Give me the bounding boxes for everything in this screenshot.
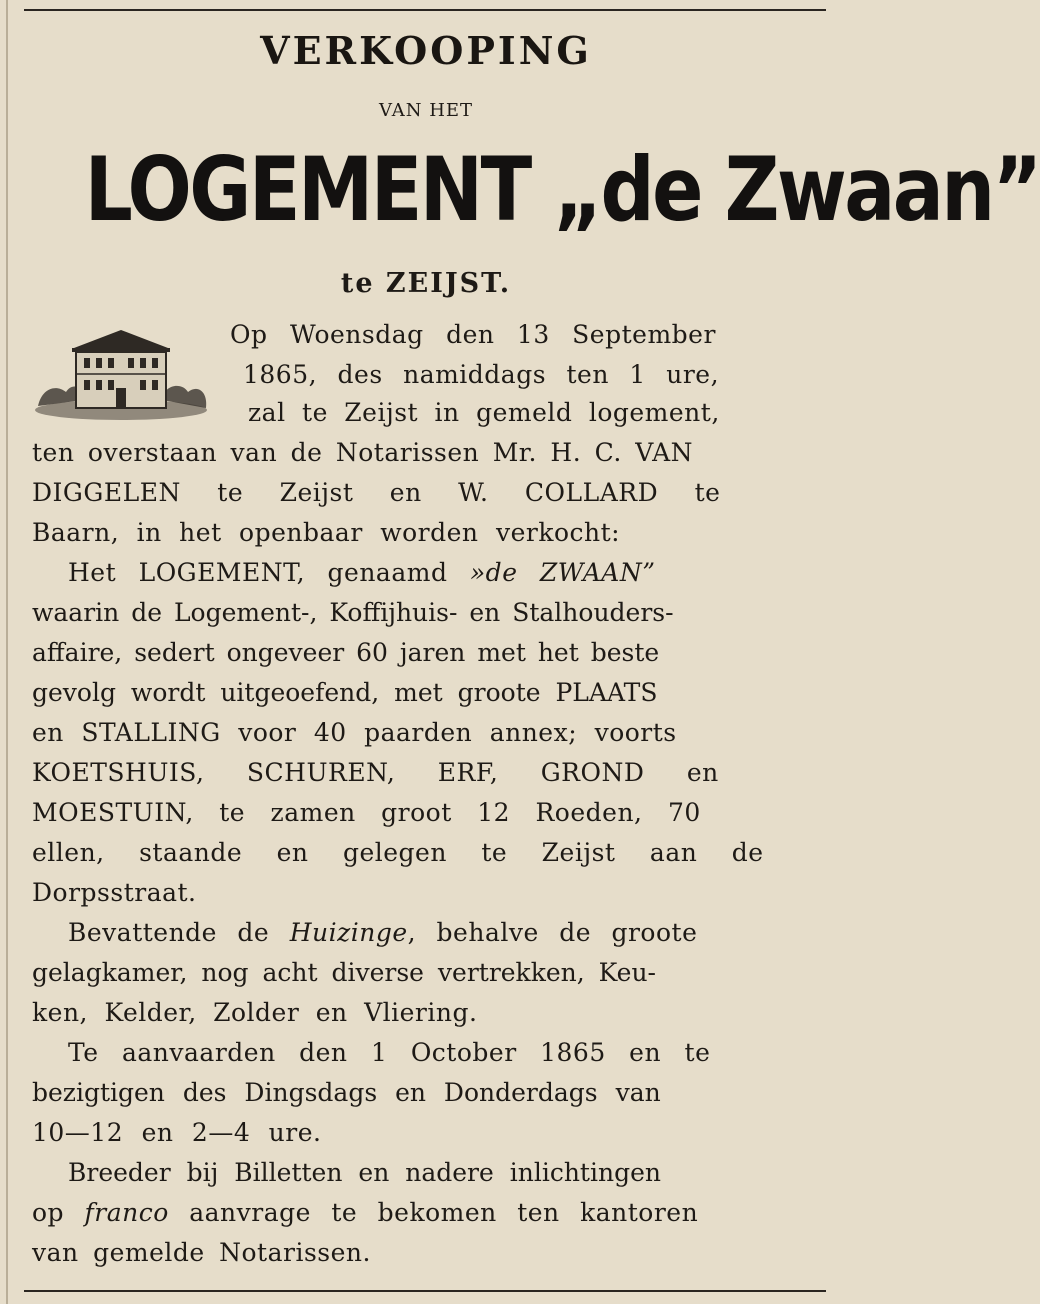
body-line: DIGGELEN te Zeijst en W. COLLARD te [32,478,721,507]
body-line: waarin de Logement-, Koffijhuis- en Stalhouders- [32,598,674,627]
body-line-text: Het LOGEMENT, genaamd [68,558,470,587]
heading-location: te ZEIJST. [340,268,512,299]
body-line: Te aanvaarden den 1 October 1865 en te [68,1038,711,1067]
body-line: 10—12 en 2—4 ure. [32,1118,322,1147]
top-rule [24,9,826,11]
body-line-text: aanvrage te bekomen ten kantoren [168,1198,699,1227]
italic-zwaan: »de ZWAAN” [469,558,656,587]
body-line: Dorpsstraat. [32,878,197,907]
body-line: Baarn, in het openbaar worden verkocht: [32,518,621,547]
body-line: 1865, des namiddags ten 1 ure, [243,360,720,389]
house-vignette [32,326,210,422]
body-line [32,1198,698,1228]
bottom-rule [24,1290,826,1292]
body-line [68,918,697,948]
body-line: gevolg wordt uitgeoefend, met groote PLAATS [32,678,658,707]
body-line: affaire, sedert ongeveer 60 jaren met het beste [32,638,660,667]
heading-title: VERKOOPING [260,28,592,73]
page-edge [6,0,8,1304]
heading-subtitle: VAN HET [378,100,474,121]
body-line: zal te Zeijst in gemeld logement, [248,398,720,427]
body-line-text: , behalve de groote [407,918,698,947]
body-line: gelagkamer, nog acht diverse vertrekken, Keu- [32,958,656,987]
body-line: ken, Kelder, Zolder en Vliering. [32,998,478,1027]
body-line: KOETSHUIS, SCHUREN, ERF, GROND en [32,758,719,787]
body-line: en STALLING voor 40 paarden annex; voorts [32,718,677,747]
italic-franco: franco [84,1198,169,1227]
body-line: bezigtigen des Dingsdags en Donderdags van [32,1078,661,1107]
body-line: Op Woensdag den 13 September [230,320,716,349]
italic-huizinge: Huizinge [289,918,408,947]
body-line: ellen, staande en gelegen te Zeijst aan de [32,838,764,867]
body-line [68,558,656,588]
body-line: Breeder bij Billetten en nadere inlichtingen [68,1158,661,1187]
body-line: MOESTUIN, te zamen groot 12 Roeden, 70 [32,798,701,827]
body-line: ten overstaan van de Notarissen Mr. H. C. VAN [32,438,693,467]
body-line-text: op [32,1198,85,1227]
body-line: van gemelde Notarissen. [32,1238,371,1267]
body-line-text: Bevattende de [68,918,290,947]
heading-main: LOGEMENT „de Zwaan” [84,138,1040,241]
